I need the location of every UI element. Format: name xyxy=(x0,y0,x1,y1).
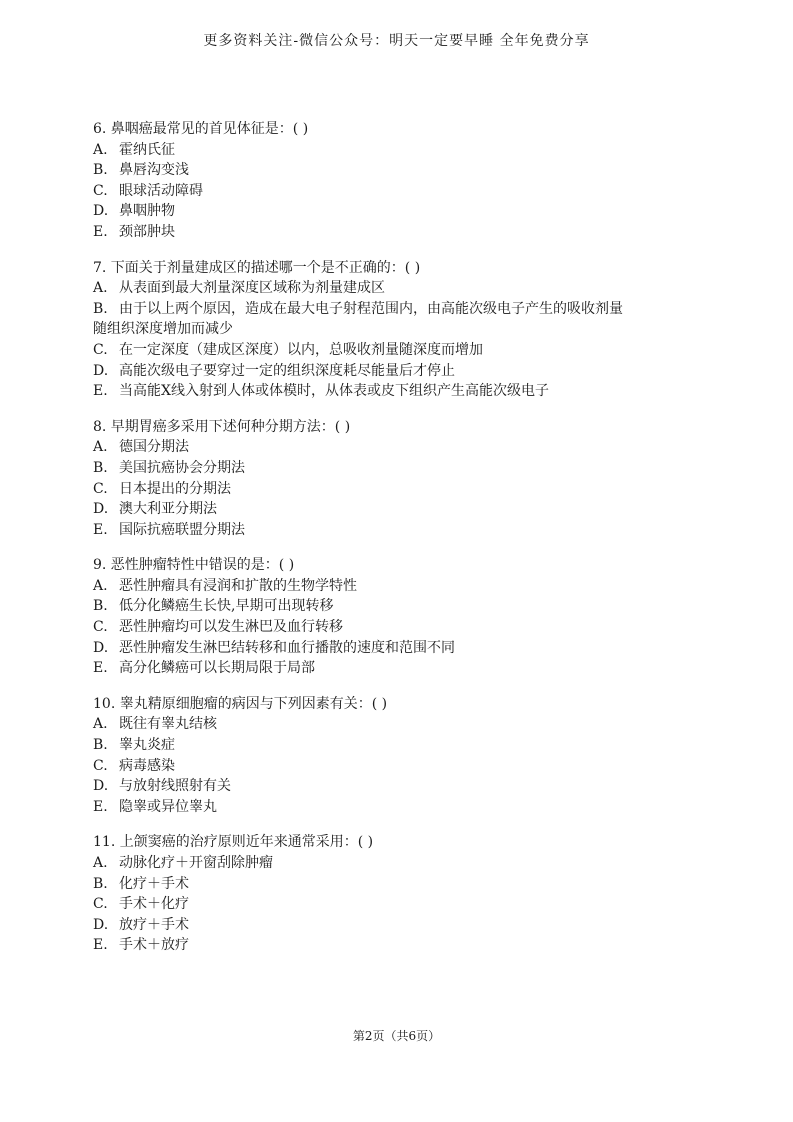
question-10 xyxy=(93,694,703,818)
option-letter: A. xyxy=(93,280,108,297)
option-b xyxy=(93,596,703,617)
option-b xyxy=(93,458,703,479)
option-c xyxy=(93,340,703,361)
option-letter: B. xyxy=(93,459,108,476)
page-footer: 第2页（共6页） xyxy=(352,1029,441,1043)
option-text: 高分化鳞癌可以长期局限于局部 xyxy=(119,660,315,677)
option-letter: C. xyxy=(93,480,108,497)
option-text: 既往有睾丸结核 xyxy=(119,716,217,733)
question-list xyxy=(93,119,703,971)
option-b xyxy=(93,735,703,756)
option-text: 在一定深度（建成区深度）以内，总吸收剂量随深度而增加 xyxy=(119,341,483,358)
page-header: 更多资料关注-微信公众号：明天一定要早睡 全年免费分享 xyxy=(203,33,590,49)
option-d xyxy=(93,915,703,936)
option-letter: A. xyxy=(93,577,108,594)
option-c xyxy=(93,479,703,500)
option-a xyxy=(93,576,703,597)
option-text: 手术＋化疗 xyxy=(119,896,189,913)
question-7 xyxy=(93,258,703,402)
option-text: 从表面到最大剂量深度区域称为剂量建成区 xyxy=(119,280,385,297)
option-text: 高能次级电子要穿过一定的组织深度耗尽能量后才停止 xyxy=(119,362,455,379)
option-letter: D. xyxy=(93,778,109,795)
option-c xyxy=(93,617,703,638)
option-letter: E. xyxy=(93,660,108,677)
option-e xyxy=(93,797,703,818)
option-letter: B. xyxy=(93,162,108,179)
option-text: 低分化鳞癌生长快,早期可出现转移 xyxy=(119,598,334,615)
option-letter: D. xyxy=(93,203,109,220)
option-d xyxy=(93,201,703,222)
option-text: 手术＋放疗 xyxy=(119,937,189,954)
option-text: 鼻咽肿物 xyxy=(119,203,175,220)
option-text: 国际抗癌联盟分期法 xyxy=(119,521,245,538)
option-letter: B. xyxy=(93,598,108,615)
option-text: 澳大利亚分期法 xyxy=(119,501,217,518)
question-stem: 9. 恶性肿瘤特性中错误的是：( ) xyxy=(93,557,295,574)
option-text: 当高能X线入射到人体或体模时，从体表或皮下组织产生高能次级电子 xyxy=(119,383,549,400)
option-text: 霍纳氏征 xyxy=(119,141,175,158)
question-8 xyxy=(93,417,703,541)
option-letter: E. xyxy=(93,383,108,400)
option-letter: B. xyxy=(93,300,108,317)
option-text: 病毒感染 xyxy=(119,757,175,774)
option-e xyxy=(93,658,703,679)
option-letter: A. xyxy=(93,855,108,871)
option-e xyxy=(93,520,703,541)
option-text: 恶性肿瘤具有浸润和扩散的生物学特性 xyxy=(119,577,357,594)
option-letter: A. xyxy=(93,141,108,158)
option-text: 德国分期法 xyxy=(119,439,189,456)
option-text: 美国抗癌协会分期法 xyxy=(119,459,245,476)
option-e xyxy=(93,935,703,956)
question-stem: 10. 睾丸精原细胞瘤的病因与下列因素有关：( ) xyxy=(93,695,388,712)
option-letter: E. xyxy=(93,521,108,538)
option-text: 与放射线照射有关 xyxy=(119,778,231,795)
question-stem: 7. 下面关于剂量建成区的描述哪一个是不正确的：( ) xyxy=(93,259,421,276)
option-letter: C. xyxy=(93,896,108,913)
option-letter: B. xyxy=(93,737,108,754)
option-text: 动脉化疗＋开窗刮除肿瘤 xyxy=(119,855,273,871)
option-e xyxy=(93,222,703,243)
option-b xyxy=(93,299,703,320)
option-a xyxy=(93,853,703,874)
option-b xyxy=(93,874,703,895)
option-letter: C. xyxy=(93,182,108,199)
option-text: 隐睾或异位睾丸 xyxy=(119,798,217,815)
option-text: 日本提出的分期法 xyxy=(119,480,231,497)
option-letter: B. xyxy=(93,875,108,892)
option-text: 恶性肿瘤均可以发生淋巴及血行转移 xyxy=(119,619,343,636)
option-letter: C. xyxy=(93,341,108,358)
question-6 xyxy=(93,119,703,243)
option-letter: C. xyxy=(93,757,108,774)
option-b-continuation: 随组织深度增加而减少 xyxy=(93,321,233,338)
option-c xyxy=(93,181,703,202)
option-d xyxy=(93,361,703,382)
option-text: 放疗＋手术 xyxy=(119,916,189,933)
option-c xyxy=(93,894,703,915)
option-a xyxy=(93,714,703,735)
option-letter: E. xyxy=(93,937,108,954)
option-text: 颈部肿块 xyxy=(119,223,175,240)
question-stem: 6. 鼻咽癌最常见的首见体征是：( ) xyxy=(93,121,309,137)
option-d xyxy=(93,638,703,659)
option-letter: A. xyxy=(93,716,108,733)
option-letter: E. xyxy=(93,798,108,815)
option-c xyxy=(93,756,703,777)
option-letter: D. xyxy=(93,639,109,656)
option-text: 恶性肿瘤发生淋巴结转移和血行播散的速度和范围不同 xyxy=(119,639,455,656)
option-b xyxy=(93,160,703,181)
question-9 xyxy=(93,555,703,679)
option-text: 鼻唇沟变浅 xyxy=(119,162,189,179)
option-letter: D. xyxy=(93,501,109,518)
option-text: 睾丸炎症 xyxy=(119,737,175,754)
option-letter: E. xyxy=(93,223,108,240)
question-11 xyxy=(93,832,703,956)
option-d xyxy=(93,776,703,797)
option-letter: A. xyxy=(93,439,108,456)
option-letter: C. xyxy=(93,619,108,636)
question-stem: 8. 早期胃癌多采用下述何种分期方法：( ) xyxy=(93,418,351,435)
option-a xyxy=(93,140,703,161)
question-stem: 11. 上颌窦癌的治疗原则近年来通常采用：( ) xyxy=(93,834,374,851)
option-text: 化疗＋手术 xyxy=(119,875,189,892)
option-text: 由于以上两个原因，造成在最大电子射程范围内，由高能次级电子产生的吸收剂量 xyxy=(119,300,623,317)
option-e xyxy=(93,381,703,402)
option-letter: D. xyxy=(93,916,109,933)
option-d xyxy=(93,499,703,520)
option-text: 眼球活动障碍 xyxy=(119,182,203,199)
option-letter: D. xyxy=(93,362,109,379)
option-a xyxy=(93,437,703,458)
option-a xyxy=(93,278,703,299)
